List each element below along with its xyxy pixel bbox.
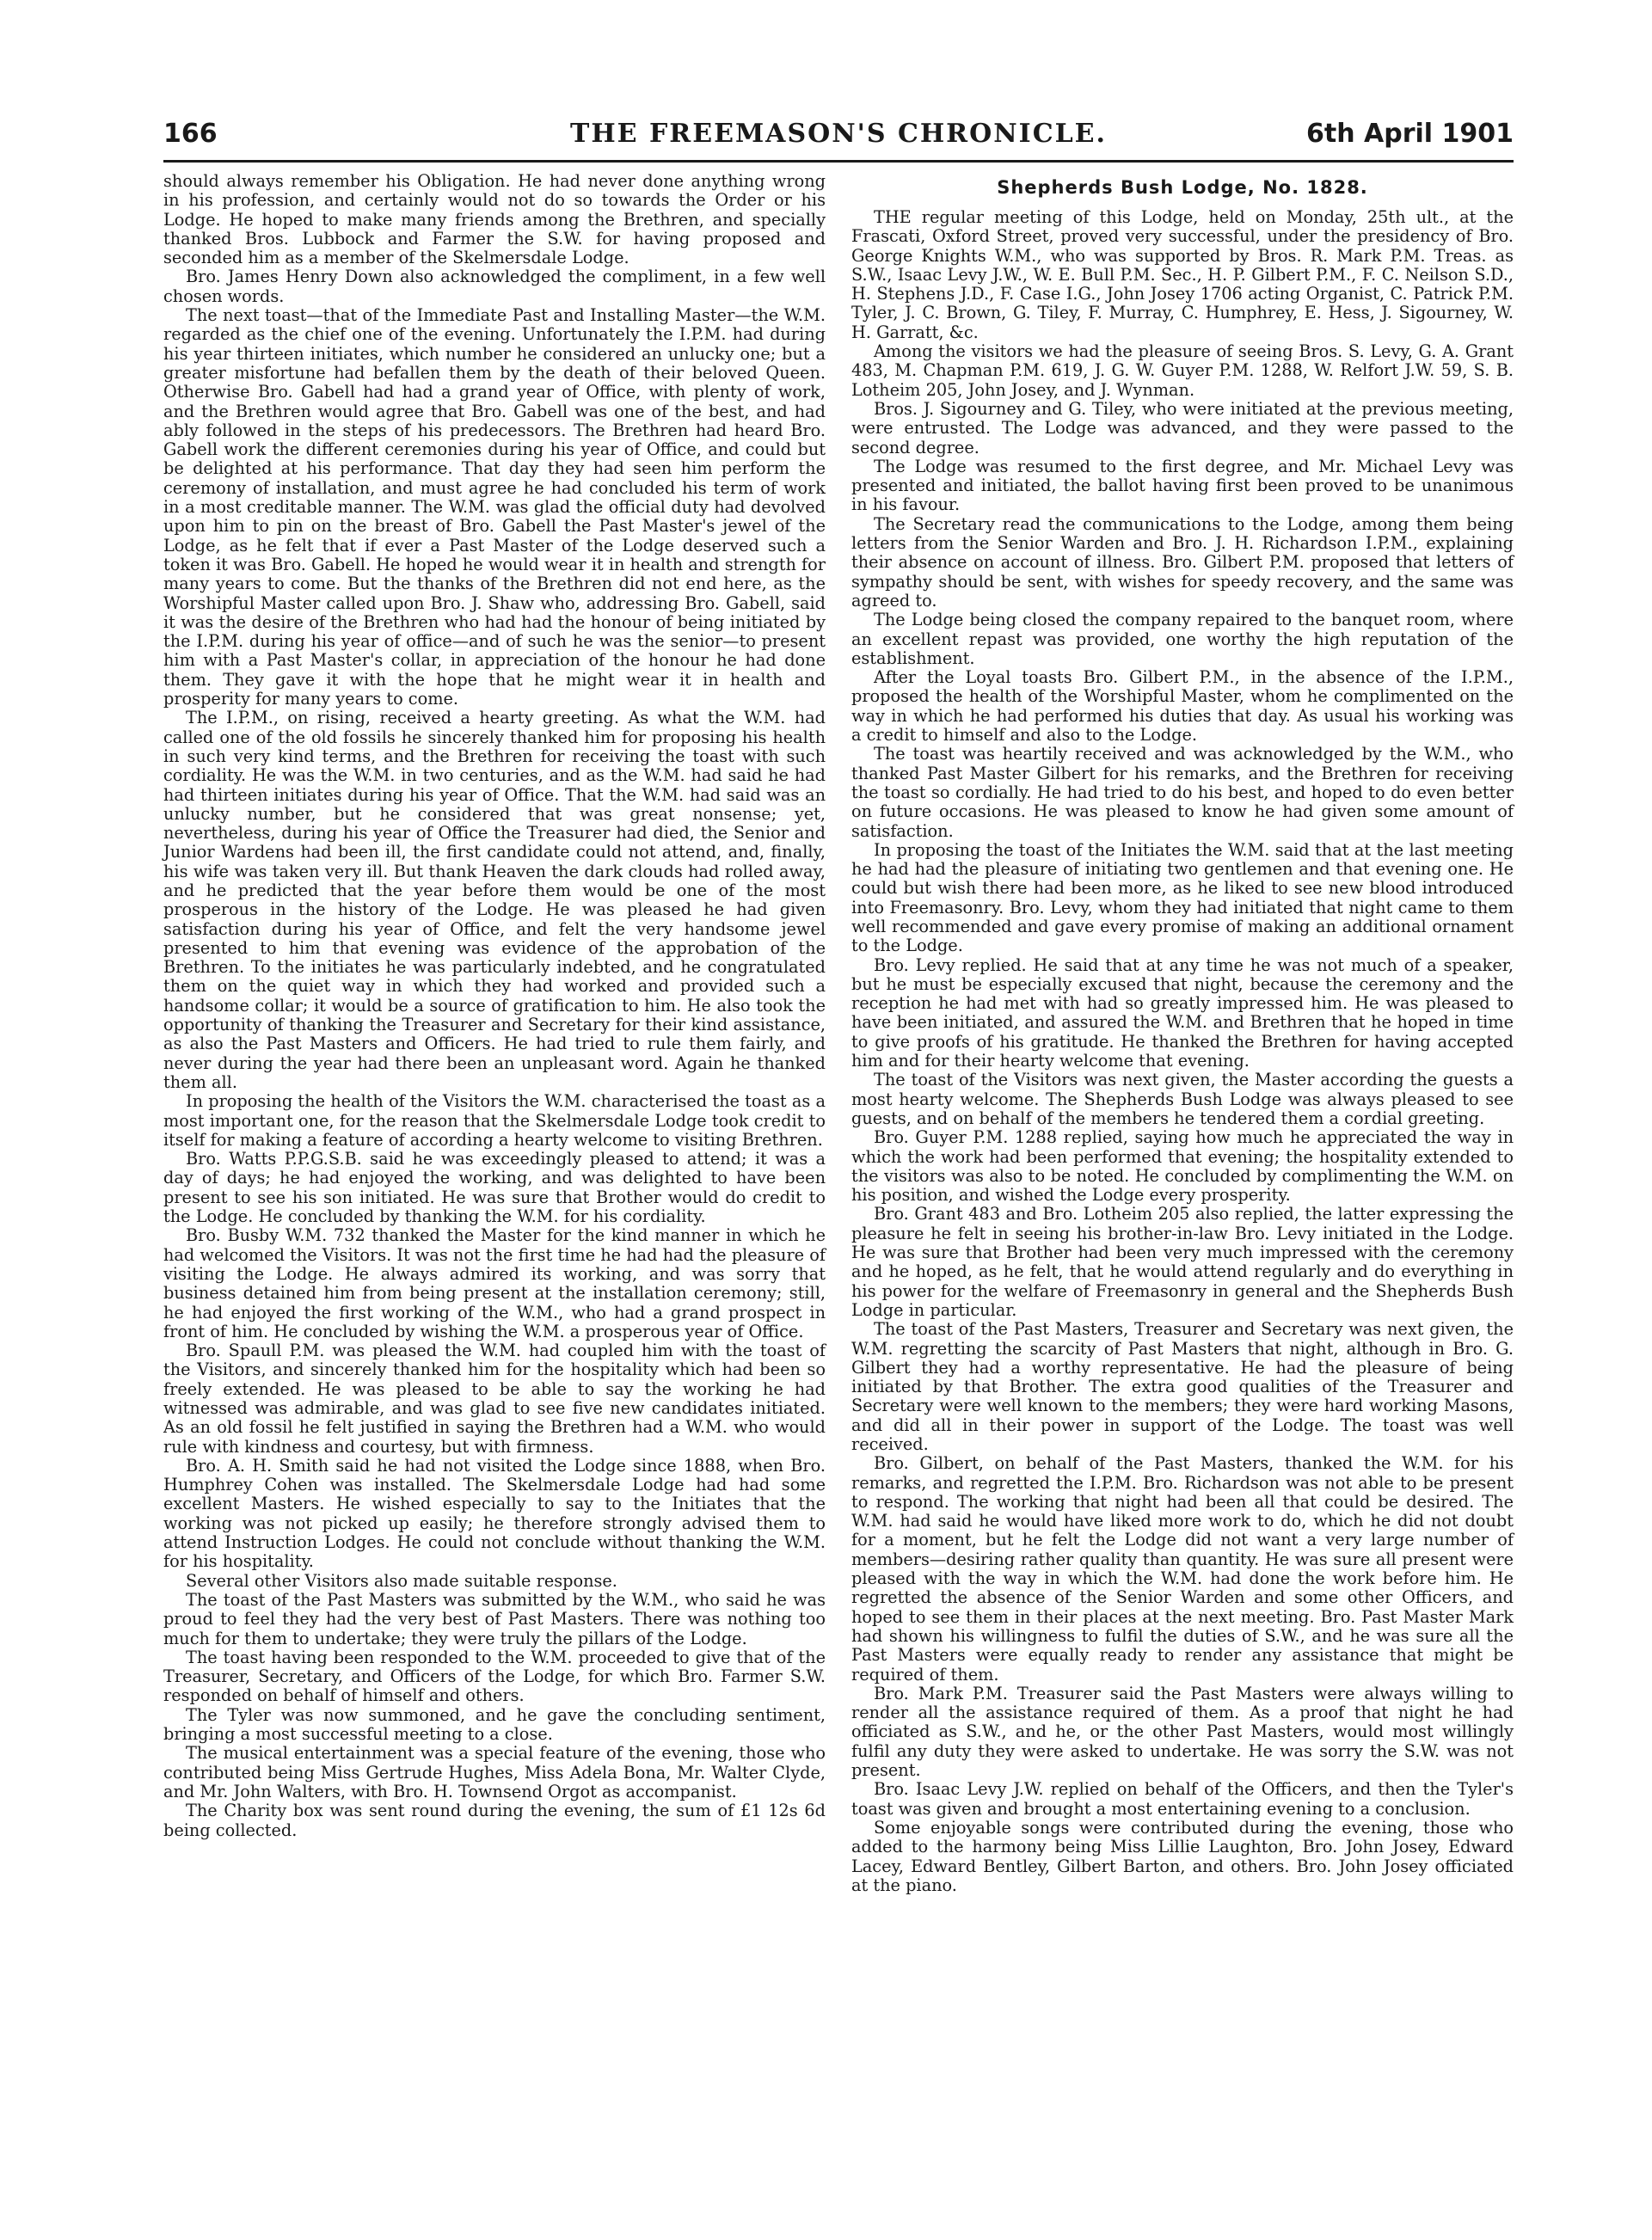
paragraph: Some enjoyable songs were contributed during the evening, those who added to the harmony being Miss Lillie Laughton, Bro. John Josey, Edward Lacey, Edward Bentley, Gilbert Barton, and others. Bro. John Josey officiated at the piano.	[851, 1817, 1514, 1895]
paragraph: The Lodge was resumed to the first degree, and Mr. Michael Levy was presented and initiated, the ballot having first been proved to be unanimous in his favour.	[851, 456, 1514, 515]
paragraph: Bros. J. Sigourney and G. Tiley, who were initiated at the previous meeting, were entrusted. The Lodge was advanced, and they were passed to the second degree.	[851, 398, 1514, 457]
paragraph: The toast was heartily received and was acknowledged by the W.M., who thanked Past Master Gilbert for his remarks, and the Brethren for receiving the toast so cordially. He had tried to do his best, and hoped to do even better on future occasions. He was pleased to know he had given some amount of satisfaction.	[851, 744, 1514, 841]
paragraph: Bro. Levy replied. He said that at any time he was not much of a speaker, but he must be especially excused that night, because the ceremony and the reception he had met with had so greatly impressed him. He was pleased to have been initiated, and assured the W.M. and Brethren that he hoped in time to give proofs of his gratitude. He thanked the Brethren for having accepted him and for their hearty welcome that evening.	[851, 954, 1514, 1071]
paragraph: In proposing the toast of the Initiates the W.M. said that at the last meeting he had had the pleasure of initiating two gentlemen and that evening one. He could but wish there had been more, as he liked to see new blood introduced into Freemasonry. Bro. Levy, whom they had initiated that night came to them well recommended and gave every promise of making an additional ornament to the Lodge.	[851, 839, 1514, 956]
paragraph: The Secretary read the communications to the Lodge, among them being letters from the Senior Warden and Bro. J. H. Richardson I.P.M., explaining their absence on account of illness. Bro. Gilbert P.M. proposed that letters of sympathy should be sent, with wishes for speedy recovery, and the same was agreed to.	[851, 513, 1514, 611]
paragraph: Bro. Guyer P.M. 1288 replied, saying how much he appreciated the way in which the work had been performed that evening; the hospitality extended to the visitors was also to be noted. He concluded by complimenting the W.M. on his position, and wished the Lodge every prosperity.	[851, 1127, 1514, 1206]
paragraph: The toast of the Past Masters was submitted by the W.M., who said he was proud to feel they had the very best of Past Masters. There was nothing too much for them to undertake; they were truly the pillars of the Lodge.	[163, 1589, 826, 1648]
paragraph: should always remember his Obligation. He had never done anything wrong in his profession, and certainly would not do so towards the Order or his Lodge. He hoped to make many friends among the Brethren, and specially thanked Bros. Lubbock and Farmer the S.W. for having proposed and seconded him as a member of the Skelmersdale Lodge.	[163, 171, 826, 268]
left-column	[163, 172, 826, 1840]
paragraph: The musical entertainment was a special feature of the evening, those who contributed being Miss Gertrude Hughes, Miss Adela Bona, Mr. Walter Clyde, and Mr. John Walters, with Bro. H. Townsend Orgot as accompanist.	[163, 1743, 826, 1801]
paragraph: Among the visitors we had the pleasure of seeing Bros. S. Levy, G. A. Grant 483, M. Chapman P.M. 619, J. G. W. Guyer P.M. 1288, W. Relfort J.W. 59, S. B. Lotheim 205, John Josey, and J. Wynman.	[851, 341, 1514, 400]
paragraph: Bro. Busby W.M. 732 thanked the Master for the kind manner in which he had welcomed the Visitors. It was not the first time he had had the pleasure of visiting the Lodge. He always admired its working, and was sorry that business detained him from being present at the installation ceremony; still, he had enjoyed the first working of the W.M., who had a grand prospect in front of him. He concluded by wishing the W.M. a prosperous year of Office.	[163, 1225, 826, 1341]
paragraph: Bro. Isaac Levy J.W. replied on behalf of the Officers, and then the Tyler's toast was given and brought a most entertaining evening to a conclusion.	[851, 1779, 1514, 1819]
paragraph: The toast of the Past Masters, Treasurer and Secretary was next given, the W.M. regretting the scarcity of Past Masters that night, although in Bro. G. Gilbert they had a worthy representative. He had the pleasure of being initiated by that Brother. The extra good qualities of the Treasurer and Secretary were well known to the members; they were hard working Masons, and did all in their power in support of the Lodge. The toast was well received.	[851, 1319, 1514, 1454]
paragraph: The I.P.M., on rising, received a hearty greeting. As what the W.M. had called one of the old fossils he sincerely thanked him for proposing his health in such very kind terms, and the Brethren for receiving the toast with such cordiality. He was the W.M. in two centuries, and as the W.M. had said he had had thirteen initiates during his year of Office. That the W.M. had said was an unlucky number, but he considered that was great nonsense; yet, nevertheless, during his year of Office the Treasurer had died, the Senior and Junior Wardens had been ill, the first candidate could not attend, and, finally, his wife was taken very ill. But thank Heaven the dark clouds had rolled away, and he predicted that the year before them would be one of the most prosperous in the history of the Lodge. He was pleased he had given satisfaction during his year of Office, and felt the very handsome jewel presented to him that evening was evidence of the approbation of the Brethren. To the initiates he was particularly indebted, and he congratulated them on the quiet way in which they had worked and provided such a handsome collar; it would be a source of gratification to him. He also took the opportunity of thanking the Treasurer and Secretary for their kind assistance, as also the Past Masters and Officers. He had tried to rule them fairly, and never during the year had there been an unpleasant word. Again he thanked them all.	[163, 708, 826, 1092]
paragraph: The Charity box was sent round during the evening, the sum of £1 12s 6d being collected.	[163, 1801, 826, 1840]
right-column	[851, 172, 1514, 1895]
paragraph: Bro. James Henry Down also acknowledged the compliment, in a few well chosen words.	[163, 267, 826, 306]
paragraph: Several other Visitors also made suitable response.	[186, 1570, 617, 1591]
paragraph: Bro. Watts P.P.G.S.B. said he was exceedingly pleased to attend; it was a day of days; he had enjoyed the working, and was delighted to have been present to see his son initiated. He was sure that Brother would do credit to the Lodge. He concluded by thanking the W.M. for his cordiality.	[163, 1149, 826, 1227]
paragraph: The toast of the Visitors was next given, the Master according the guests a most hearty welcome. The Shepherds Bush Lodge was always pleased to see guests, and on behalf of the members he tendered them a cordial greeting.	[851, 1070, 1514, 1128]
paragraph: The next toast—that of the Immediate Past and Installing Master—the W.M. regarded as the chief one of the evening. Unfortunately the I.P.M. had during his year thirteen initiates, which number he considered an unlucky one; but a greater misfortune had befallen them by the death of their beloved Queen. Otherwise Bro. Gabell had had a grand year of Office, with plenty of work, and the Brethren would agree that Bro. Gabell was one of the best, and had ably followed in the steps of his predecessors. The Brethren had heard Bro. Gabell work the different ceremonies during his year of Office, and could but be delighted at his performance. That day they had seen him perform the ceremony of installation, and must agree he had concluded his term of work in a most creditable manner. The W.M. was glad the official duty had devolved upon him to pin on the breast of Bro. Gabell the Past Master's jewel of the Lodge, as he felt that if ever a Past Master of the Lodge deserved such a token it was Bro. Gabell. He hoped he would wear it in health and strength for many years to come. But the thanks of the Brethren did not end here, as the Worshipful Master called upon Bro. J. Shaw who, addressing Bro. Gabell, said it was the desire of the Brethren who had had the honour of being initiated by the I.P.M. during his year of office—and of such he was the senior—to present him with a Past Master's collar, in appreciation of the honour he had done them. They gave it with the hope that he might wear it in health and prosperity for many years to come.	[163, 305, 826, 709]
paragraph: Bro. Mark P.M. Treasurer said the Past Masters were always willing to render all the assistance required of them. As a proof that night he had officiated as S.W., and he, or the other Past Masters, would most willingly fulfil any duty they were asked to undertake. He was sorry the S.W. was not present.	[851, 1683, 1514, 1781]
header-rule	[163, 160, 1514, 163]
paragraph: Bro. Spaull P.M. was pleased the W.M. had coupled him with the toast of the Visitors, and sincerely thanked him for the hospitality which had been so freely extended. He was pleased to be able to say the working he had witnessed was admirable, and was glad to see five new candidates initiated. As an old fossil he felt justified in saying the Brethren had a W.M. who would rule with kindness and courtesy, but with firmness.	[163, 1341, 826, 1457]
paragraph: The Lodge being closed the company repaired to the banquet room, where an excellent repast was provided, one worthy the high reputation of the establishment.	[851, 610, 1514, 668]
paragraph: In proposing the health of the Visitors the W.M. characterised the toast as a most important one, for the reason that the Skelmersdale Lodge took credit to itself for making a feature of according a hearty welcome to visiting Brethren.	[163, 1091, 826, 1150]
paragraph: Bro. Gilbert, on behalf of the Past Masters, thanked the W.M. for his remarks, and regretted the I.P.M. Bro. Richardson was not able to be present to respond. The working that night had been all that could be desired. The W.M. had said he would have liked more work to do, which he did not doubt for a moment, but he felt the Lodge did not want a very large number of members—desiring rather quality than quantity. He was sure all present were pleased with the way in which the W.M. had done the work before him. He regretted the absence of the Senior Warden and some other Officers, and hoped to see them in their places at the next meeting. Bro. Past Master Mark had shown his willingness to fulfil the duties of S.W., and he was sure all the Past Masters were equally ready to render any assistance that might be required of them.	[851, 1453, 1514, 1685]
page-header	[163, 119, 1514, 156]
publication-title: THE FREEMASON'S CHRONICLE.	[570, 119, 1107, 149]
paragraph: Bro. Grant 483 and Bro. Lotheim 205 also replied, the latter expressing the pleasure he felt in seeing his brother-in-law Bro. Levy initiated in the Lodge. He was sure that Brother had been very much impressed with the ceremony and he hoped, as he felt, that he would attend regularly and do everything in his power for the welfare of Freemasonry in general and the Shepherds Bush Lodge in particular.	[851, 1204, 1514, 1320]
issue-date: 6th April 1901	[1305, 119, 1514, 149]
paragraph: Bro. A. H. Smith said he had not visited the Lodge since 1888, when Bro. Humphrey Cohen was installed. The Skelmersdale Lodge had had some excellent Masters. He wished especially to say to the Initiates that the working was not picked up easily; he therefore strongly advised them to attend Instruction Lodges. He could not conclude without thanking the W.M. for his hospitality.	[163, 1455, 826, 1572]
paragraph: The toast having been responded to the W.M. proceeded to give that of the Treasurer, Secretary, and Officers of the Lodge, for which Bro. Farmer S.W. responded on behalf of himself and others.	[163, 1647, 826, 1706]
page-number: 166	[163, 119, 218, 149]
paragraph: After the Loyal toasts Bro. Gilbert P.M., in the absence of the I.P.M., proposed the health of the Worshipful Master, whom he complimented on the way in which he had performed his duties that day. As usual his working was a credit to himself and also to the Lodge.	[851, 667, 1514, 746]
paragraph: The Tyler was now summoned, and he gave the concluding sentiment, bringing a most successful meeting to a close.	[163, 1704, 826, 1745]
paragraph: THE regular meeting of this Lodge, held on Monday, 25th ult., at the Frascati, Oxford Street, proved very successful, under the presidency of Bro. George Knights W.M., who was supported by Bros. R. Mark P.M. Treas. as S.W., Isaac Levy J.W., W. E. Bull P.M. Sec., H. P. Gilbert P.M., F. C. Neilson S.D., H. Stephens J.D., F. Case I.G., John Josey 1706 acting Organist, C. Patrick P.M. Tyler, J. C. Brown, G. Tiley, F. Murray, C. Humphrey, E. Hess, J. Sigourney, W. H. Garratt, &c.	[851, 207, 1514, 342]
article-heading: Shepherds Bush Lodge, No. 1828.	[997, 177, 1368, 198]
